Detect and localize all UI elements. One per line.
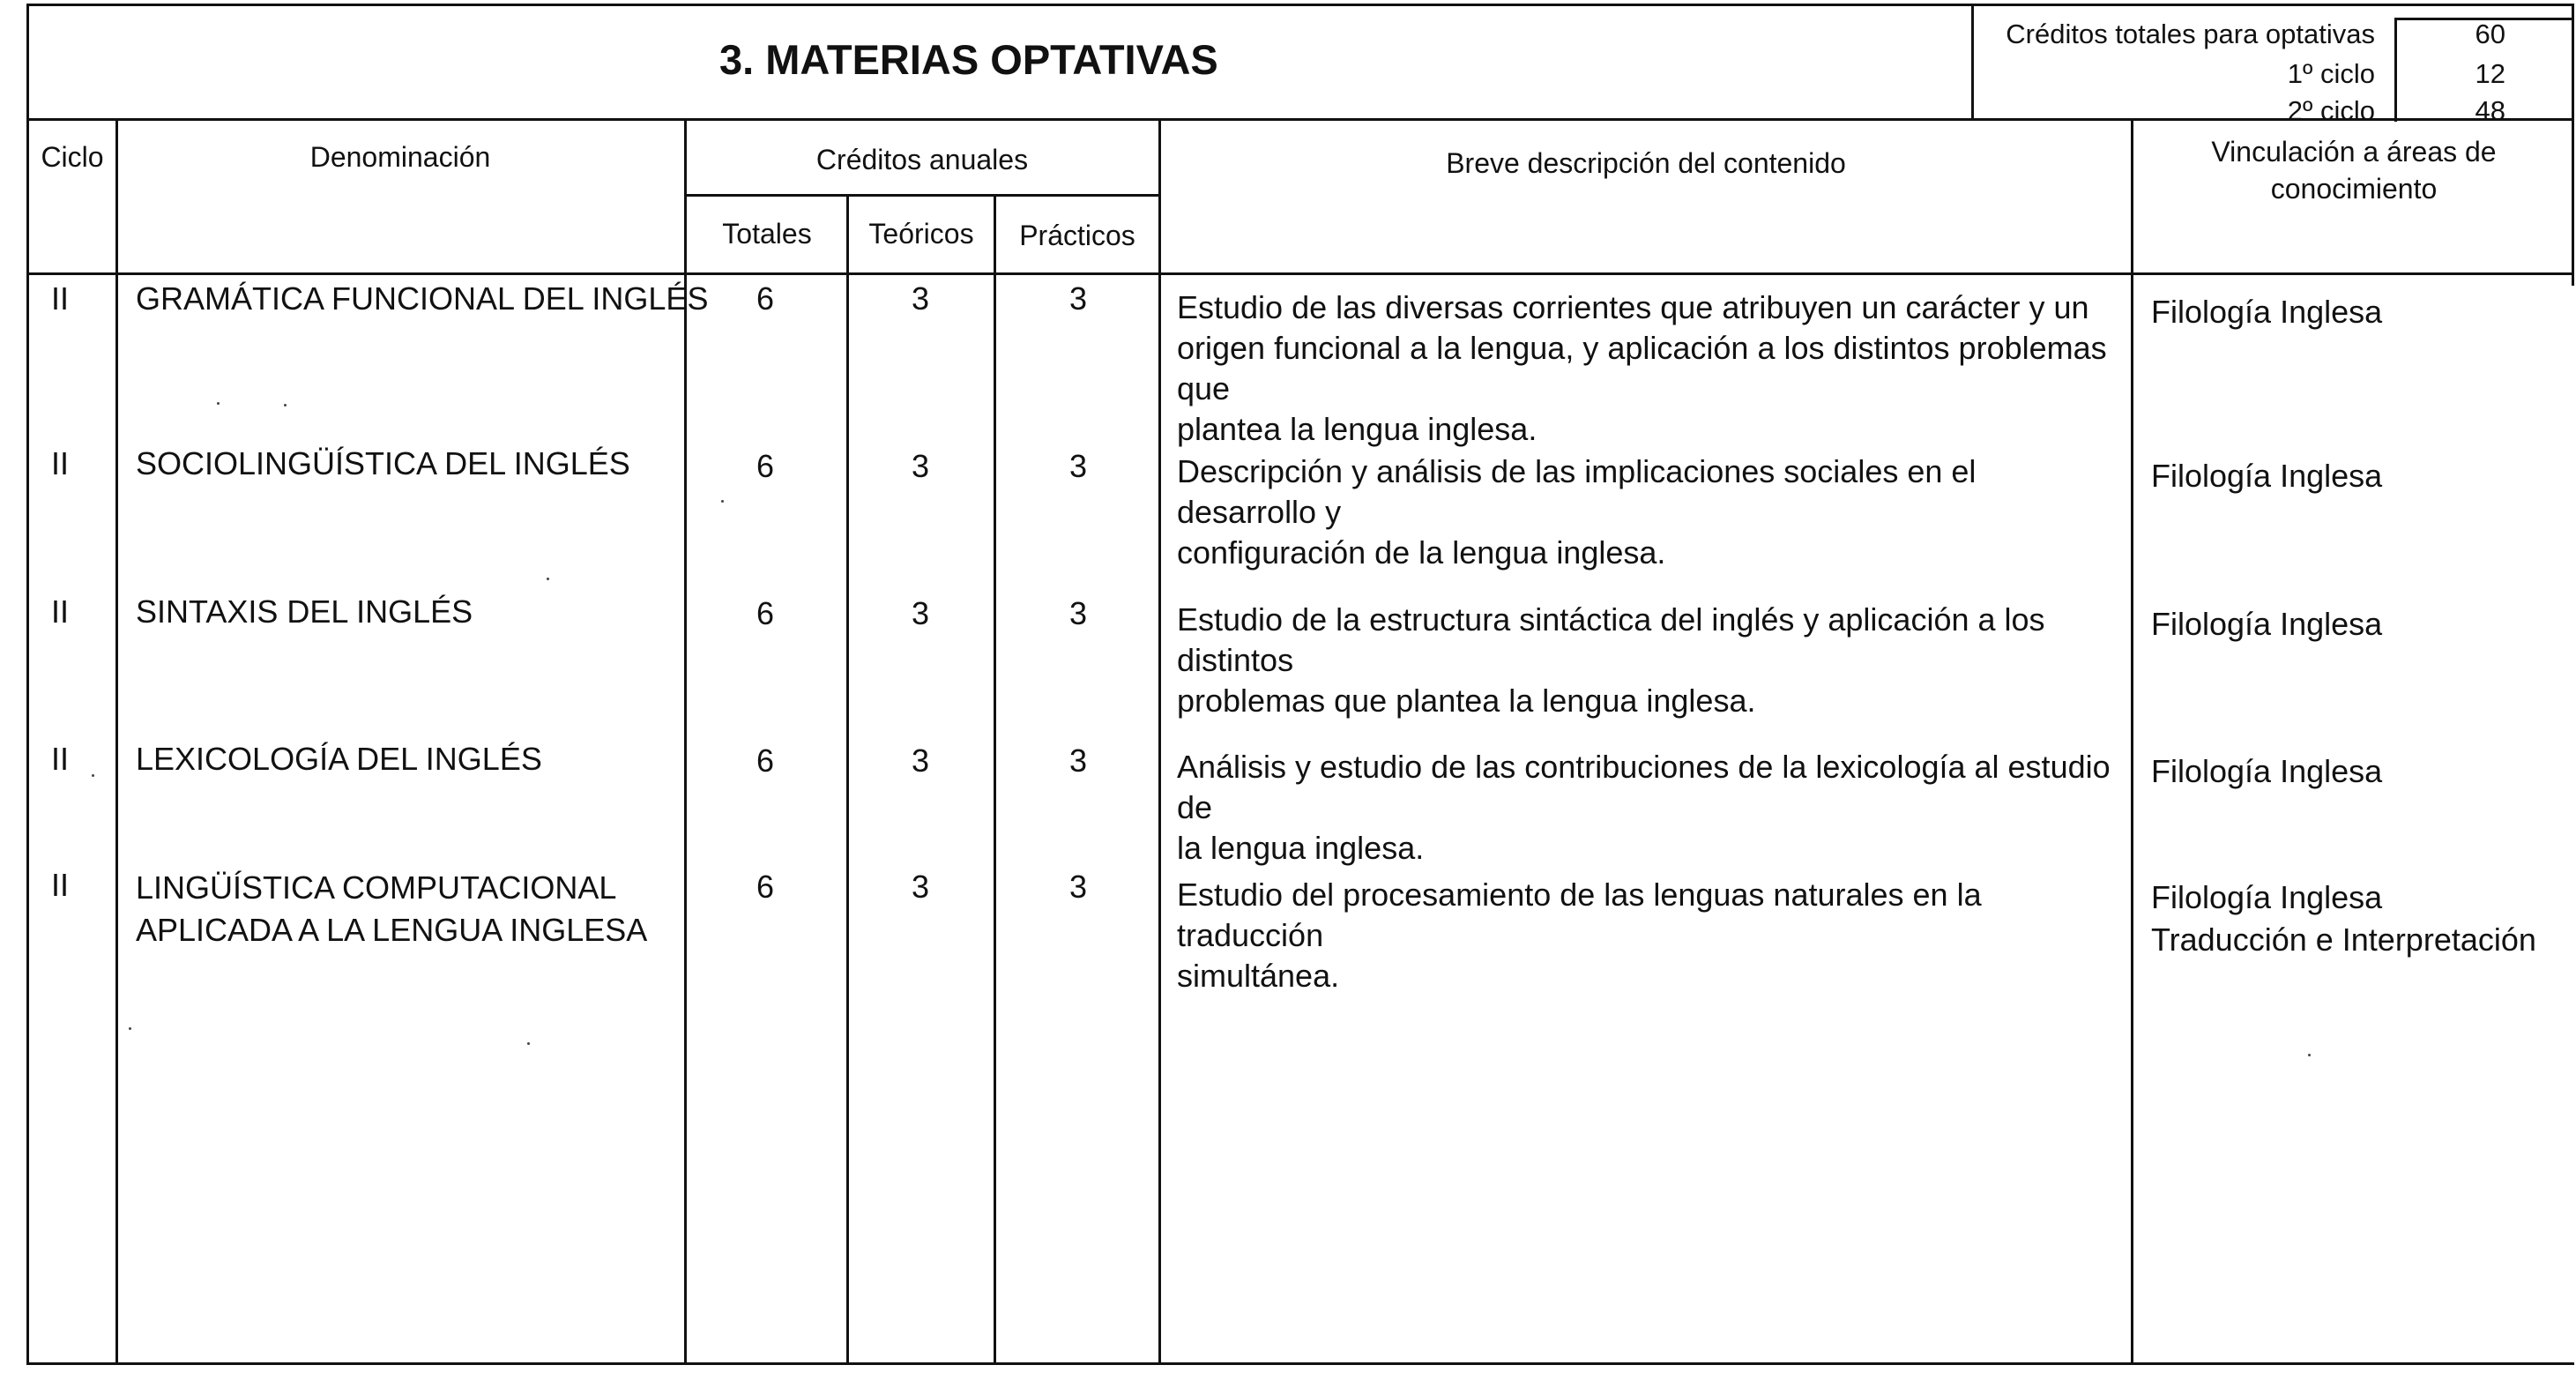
row-ciclo: II (51, 741, 70, 777)
row-descripcion-line: la lengua inglesa. (1177, 830, 1425, 866)
credits-box-left (1971, 4, 1974, 120)
scan-speck (527, 1042, 530, 1045)
row-area: Filología Inglesa (2151, 753, 2383, 789)
row-area-line: Filología Inglesa (2151, 879, 2383, 915)
credits-ciclo1-label: 1º ciclo (2287, 58, 2375, 89)
row-descripcion-line: Estudio de la estructura sintáctica del inglés y aplicación a los distintos (1177, 601, 2045, 678)
row-teoricos: 3 (911, 869, 930, 905)
header-bottom-line (26, 118, 2574, 121)
row-teoricos: 3 (911, 742, 930, 779)
row-denominacion-line: LINGÜÍSTICA COMPUTACIONAL (136, 869, 617, 906)
row-descripcion-line: plantea la lengua inglesa. (1177, 411, 1537, 447)
col-line-descripcion (2131, 118, 2133, 1365)
row-area (2151, 876, 2536, 961)
row-descripcion (1177, 600, 2111, 721)
row-practicos: 3 (1068, 448, 1088, 484)
scan-speck (547, 578, 549, 580)
row-descripcion-line: Descripción y análisis de las implicaciones sociales en el desarrollo y (1177, 453, 1977, 530)
row-denominacion: SINTAXIS DEL INGLÉS (136, 593, 473, 630)
scan-speck (721, 500, 724, 503)
row-teoricos: 3 (911, 280, 930, 317)
header-descripcion: Breve descripción del contenido (1446, 147, 1846, 179)
frame-left (26, 4, 29, 1365)
header-teoricos: Teóricos (868, 218, 974, 250)
row-teoricos: 3 (911, 448, 930, 484)
credits-total-label: Créditos totales para optativas (2006, 19, 2375, 49)
scan-speck (284, 404, 287, 407)
row-descripcion (1177, 875, 2111, 996)
row-totales: 6 (756, 448, 775, 484)
row-teoricos: 3 (911, 595, 930, 631)
col-line-ciclo (115, 118, 118, 1365)
scan-speck (2308, 1054, 2311, 1056)
header-ciclo: Ciclo (41, 141, 104, 173)
row-area: Filología Inglesa (2151, 606, 2383, 642)
scan-speck (217, 402, 220, 405)
page-title: 3. MATERIAS OPTATIVAS (719, 36, 1218, 83)
header-vinculacion-line1: Vinculación a áreas de (2211, 136, 2497, 168)
row-descripcion-line: Estudio de las diversas corrientes que atribuyen un carácter y un (1177, 289, 2089, 325)
row-descripcion-line: Estudio del procesamiento de las lenguas naturales en la traducción (1177, 876, 1982, 953)
credits-total-value: 60 (2475, 19, 2505, 49)
scan-speck (92, 774, 94, 777)
row-area: Filología Inglesa (2151, 458, 2383, 494)
row-practicos: 3 (1068, 595, 1088, 631)
col-line-creditos (1158, 118, 1161, 1365)
row-descripcion (1177, 451, 2111, 573)
row-area-line: Traducción e Interpretación (2151, 921, 2536, 958)
row-descripcion-line: origen funcional a la lengua, y aplicación a los distintos problemas que (1177, 330, 2107, 407)
header-vinculacion-line2: conocimiento (2270, 173, 2438, 205)
row-totales: 6 (756, 280, 775, 317)
row-totales: 6 (756, 742, 775, 779)
row-descripcion-line: configuración de la lengua inglesa. (1177, 534, 1666, 571)
row-practicos: 3 (1068, 280, 1088, 317)
row-ciclo: II (51, 593, 70, 630)
scan-speck (129, 1027, 131, 1030)
credits-ciclo2-value: 48 (2475, 95, 2505, 126)
row-ciclo: II (51, 867, 70, 903)
header-body-line (26, 272, 2574, 275)
header-practicos: Prácticos (1019, 220, 1135, 251)
col-line-totales (846, 194, 849, 1365)
header-denominacion: Denominación (309, 141, 491, 173)
header-creditos-anuales: Créditos anuales (815, 144, 1029, 175)
row-denominacion: GRAMÁTICA FUNCIONAL DEL INGLÉS (136, 280, 709, 317)
row-practicos: 3 (1068, 742, 1088, 779)
frame-top (26, 4, 2574, 6)
credits-box-divider (2394, 18, 2397, 122)
row-practicos: 3 (1068, 869, 1088, 905)
row-area: Filología Inglesa (2151, 294, 2383, 330)
header-totales: Totales (722, 218, 812, 250)
row-descripcion (1177, 287, 2111, 450)
row-totales: 6 (756, 595, 775, 631)
row-ciclo: II (51, 445, 70, 481)
row-denominacion: LEXICOLOGÍA DEL INGLÉS (136, 741, 542, 777)
frame-bottom (26, 1362, 2574, 1365)
row-descripcion-line: simultánea. (1177, 958, 1340, 994)
row-descripcion (1177, 747, 2111, 869)
creditos-sub-line (684, 194, 1160, 197)
credits-ciclo1-value: 12 (2475, 58, 2505, 89)
credits-ciclo2-label: 2º ciclo (2287, 95, 2375, 126)
row-denominacion: SOCIOLINGÜÍSTICA DEL INGLÉS (136, 445, 630, 481)
row-descripcion-line: problemas que plantea la lengua inglesa. (1177, 683, 1756, 719)
row-denominacion-line: APLICADA A LA LENGUA INGLESA (136, 912, 648, 948)
col-line-teoricos (994, 194, 996, 1365)
row-ciclo: II (51, 280, 70, 317)
row-totales: 6 (756, 869, 775, 905)
row-descripcion-line: Análisis y estudio de las contribuciones de la lexicología al estudio de (1177, 749, 2111, 825)
row-denominacion (136, 867, 647, 951)
